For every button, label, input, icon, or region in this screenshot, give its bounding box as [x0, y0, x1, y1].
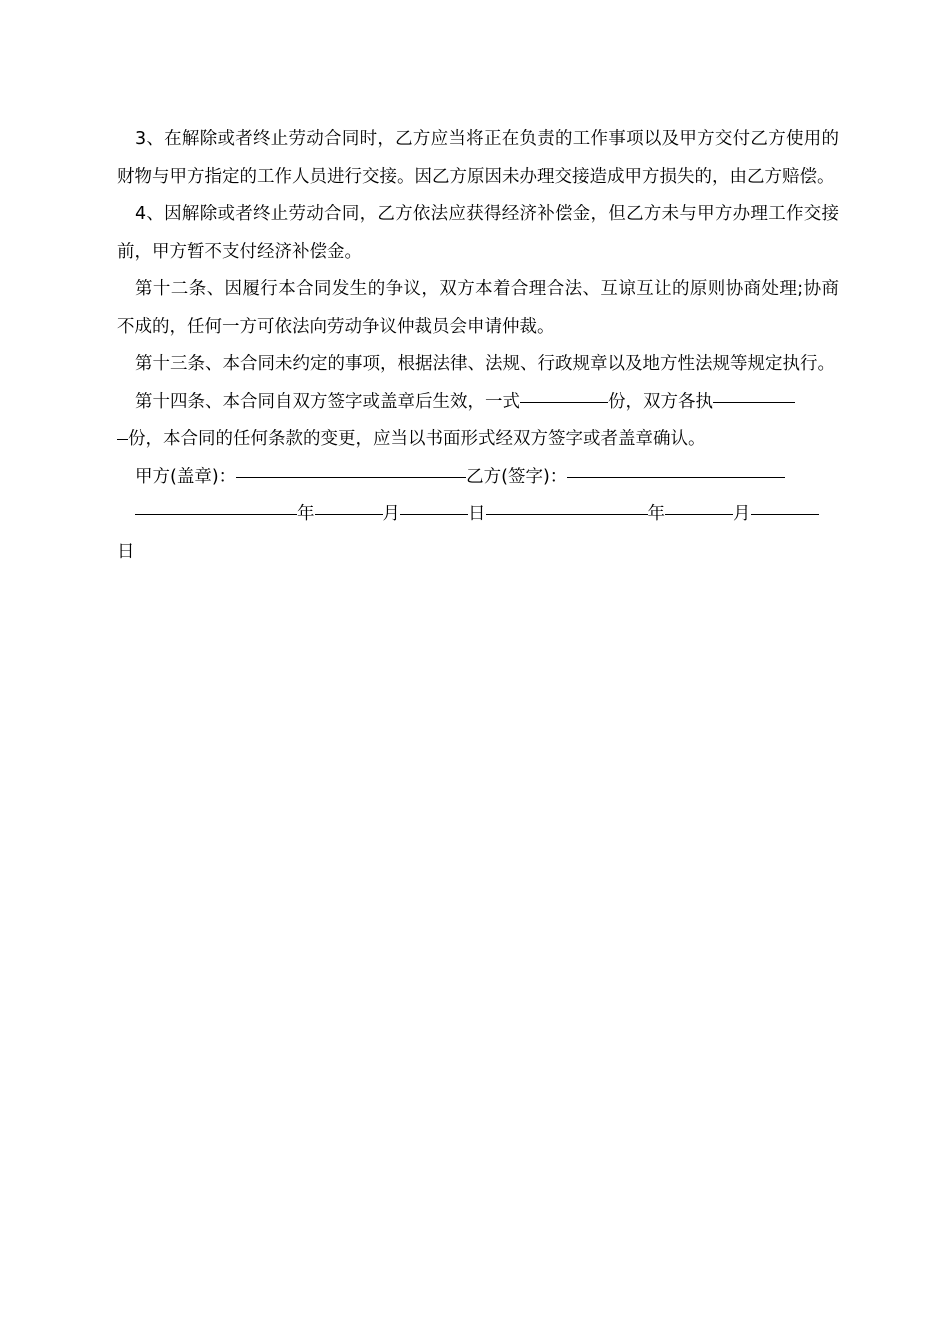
date-line-wrap [117, 534, 839, 572]
paragraph-clause-3: 3、在解除或者终止劳动合同时，乙方应当将正在负责的工作事项以及甲方交付乙方使用的财物与甲方指定的工作人员进行交接。因乙方原因未办理交接造成甲方损失的，由乙方赔偿。 [117, 129, 839, 187]
party-b-day-blank [751, 513, 819, 515]
party-b-label: 乙方(签字)： [466, 466, 568, 487]
copies-each-blank-cont [117, 438, 128, 440]
article-14-text-2: 份，双方各执 [608, 391, 713, 412]
party-a-day-blank [400, 513, 468, 515]
party-a-label: 甲方(盖章)： [135, 466, 237, 487]
party-a-signature-blank [236, 476, 466, 478]
party-a-day-label: 日 [468, 504, 486, 524]
article-14-text-3: 份，本合同的任何条款的变更，应当以书面形式经双方签字或者盖章确认。 [128, 429, 706, 449]
paragraph-clause-4: 4、因解除或者终止劳动合同，乙方依法应获得经济补偿金，但乙方未与甲方办理工作交接前，甲方暂不支付经济补偿金。 [117, 204, 839, 262]
date-line [117, 496, 839, 534]
party-a-month-blank [315, 513, 383, 515]
party-b-signature-blank [567, 476, 785, 478]
party-b-day-label: 日 [117, 541, 135, 562]
party-a-year-blank [135, 513, 297, 515]
article-14-text-1: 第十四条、本合同自双方签字或盖章后生效，一式 [135, 391, 520, 412]
document-body [117, 121, 839, 571]
party-a-year-label: 年 [297, 504, 315, 524]
paragraph-article-14-line2 [117, 421, 839, 459]
paragraph-article-14-line1 [117, 384, 839, 422]
paragraph-article-13: 第十三条、本合同未约定的事项，根据法律、法规、行政规章以及地方性法规等规定执行。 [135, 354, 835, 374]
party-b-year-label: 年 [647, 504, 665, 524]
party-b-month-blank [665, 513, 733, 515]
party-a-month-label: 月 [382, 504, 400, 524]
copies-each-blank [713, 401, 795, 403]
party-b-year-blank [486, 513, 648, 515]
copies-total-blank [520, 401, 608, 403]
party-b-month-label: 月 [733, 504, 751, 524]
paragraph-article-12: 第十二条、因履行本合同发生的争议，双方本着合理合法、互谅互让的原则协商处理;协商不成的，任何一方可依法向劳动争议仲裁员会申请仲裁。 [117, 279, 839, 337]
signature-line [117, 459, 839, 497]
